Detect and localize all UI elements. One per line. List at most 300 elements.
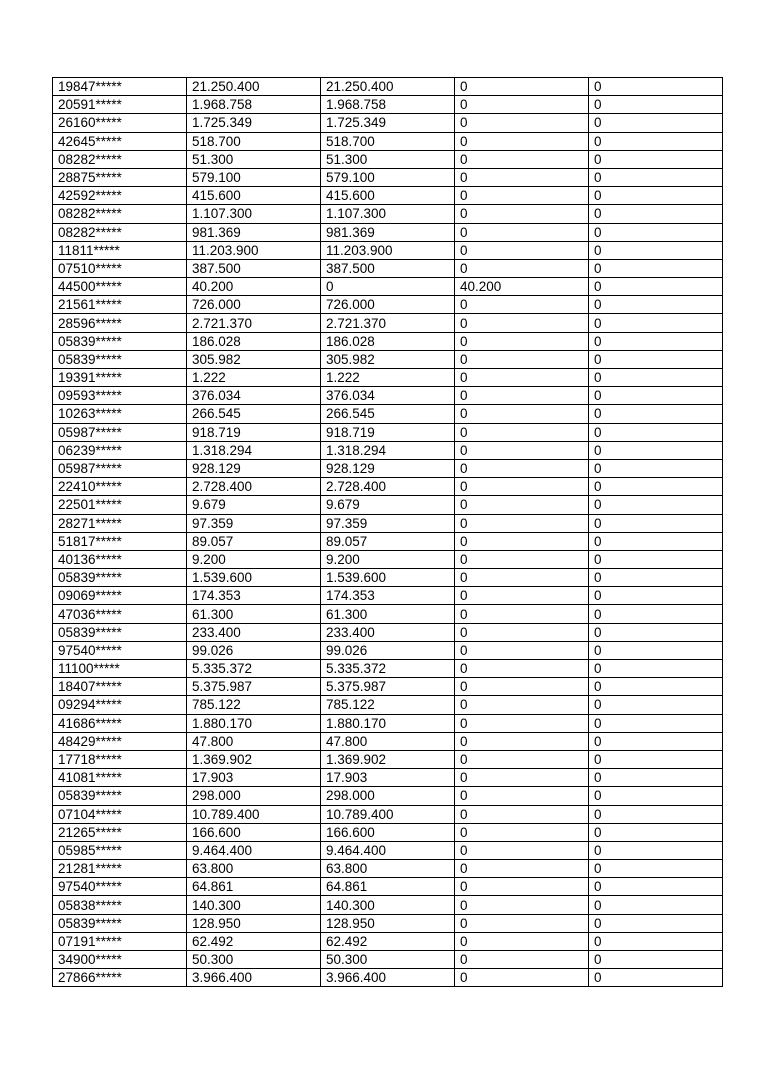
table-row bbox=[53, 660, 723, 678]
paid-cell: 726.000 bbox=[321, 296, 455, 314]
table-row bbox=[53, 241, 723, 259]
id-cell: 21561***** bbox=[53, 296, 187, 314]
remaining-cell: 0 bbox=[455, 678, 589, 696]
table-body bbox=[53, 78, 723, 987]
other-cell: 0 bbox=[589, 314, 723, 332]
remaining-cell: 0 bbox=[455, 951, 589, 969]
id-cell: 21281***** bbox=[53, 860, 187, 878]
table-row bbox=[53, 114, 723, 132]
amount-cell: 1.369.902 bbox=[187, 750, 321, 768]
other-cell: 0 bbox=[589, 805, 723, 823]
id-cell: 07104***** bbox=[53, 805, 187, 823]
paid-cell: 1.222 bbox=[321, 369, 455, 387]
id-cell: 05839***** bbox=[53, 569, 187, 587]
id-cell: 07191***** bbox=[53, 932, 187, 950]
remaining-cell: 0 bbox=[455, 532, 589, 550]
id-cell: 08282***** bbox=[53, 205, 187, 223]
amount-cell: 9.200 bbox=[187, 550, 321, 568]
other-cell: 0 bbox=[589, 96, 723, 114]
other-cell: 0 bbox=[589, 878, 723, 896]
amount-cell: 97.359 bbox=[187, 514, 321, 532]
amount-cell: 981.369 bbox=[187, 223, 321, 241]
remaining-cell: 0 bbox=[455, 150, 589, 168]
table-row bbox=[53, 569, 723, 587]
paid-cell: 1.880.170 bbox=[321, 714, 455, 732]
id-cell: 28596***** bbox=[53, 314, 187, 332]
id-cell: 21265***** bbox=[53, 823, 187, 841]
other-cell: 0 bbox=[589, 623, 723, 641]
paid-cell: 9.464.400 bbox=[321, 841, 455, 859]
id-cell: 09294***** bbox=[53, 696, 187, 714]
id-cell: 42592***** bbox=[53, 187, 187, 205]
paid-cell: 579.100 bbox=[321, 168, 455, 186]
remaining-cell: 0 bbox=[455, 314, 589, 332]
table-row bbox=[53, 841, 723, 859]
paid-cell: 1.539.600 bbox=[321, 569, 455, 587]
id-cell: 28875***** bbox=[53, 168, 187, 186]
remaining-cell: 0 bbox=[455, 914, 589, 932]
remaining-cell: 0 bbox=[455, 405, 589, 423]
id-cell: 05987***** bbox=[53, 459, 187, 477]
remaining-cell: 0 bbox=[455, 132, 589, 150]
paid-cell: 21.250.400 bbox=[321, 78, 455, 96]
table-row bbox=[53, 605, 723, 623]
id-cell: 41686***** bbox=[53, 714, 187, 732]
amount-cell: 1.880.170 bbox=[187, 714, 321, 732]
id-cell: 09069***** bbox=[53, 587, 187, 605]
remaining-cell: 0 bbox=[455, 332, 589, 350]
id-cell: 05838***** bbox=[53, 896, 187, 914]
remaining-cell: 0 bbox=[455, 350, 589, 368]
table-row bbox=[53, 732, 723, 750]
remaining-cell: 0 bbox=[455, 223, 589, 241]
other-cell: 0 bbox=[589, 860, 723, 878]
amount-cell: 1.222 bbox=[187, 369, 321, 387]
paid-cell: 64.861 bbox=[321, 878, 455, 896]
remaining-cell: 0 bbox=[455, 732, 589, 750]
table-row bbox=[53, 914, 723, 932]
table-row bbox=[53, 587, 723, 605]
remaining-cell: 0 bbox=[455, 259, 589, 277]
remaining-cell: 0 bbox=[455, 841, 589, 859]
table-row bbox=[53, 860, 723, 878]
remaining-cell: 0 bbox=[455, 478, 589, 496]
other-cell: 0 bbox=[589, 678, 723, 696]
amount-cell: 2.721.370 bbox=[187, 314, 321, 332]
other-cell: 0 bbox=[589, 441, 723, 459]
amount-cell: 2.728.400 bbox=[187, 478, 321, 496]
other-cell: 0 bbox=[589, 205, 723, 223]
table-row bbox=[53, 878, 723, 896]
paid-cell: 9.679 bbox=[321, 496, 455, 514]
id-cell: 17718***** bbox=[53, 750, 187, 768]
amount-cell: 579.100 bbox=[187, 168, 321, 186]
amount-cell: 11.203.900 bbox=[187, 241, 321, 259]
table-row bbox=[53, 423, 723, 441]
paid-cell: 97.359 bbox=[321, 514, 455, 532]
other-cell: 0 bbox=[589, 168, 723, 186]
id-cell: 19391***** bbox=[53, 369, 187, 387]
table-row bbox=[53, 150, 723, 168]
amount-cell: 63.800 bbox=[187, 860, 321, 878]
table-row bbox=[53, 96, 723, 114]
remaining-cell: 0 bbox=[455, 641, 589, 659]
id-cell: 40136***** bbox=[53, 550, 187, 568]
paid-cell: 51.300 bbox=[321, 150, 455, 168]
remaining-cell: 0 bbox=[455, 205, 589, 223]
paid-cell: 9.200 bbox=[321, 550, 455, 568]
remaining-cell: 0 bbox=[455, 969, 589, 987]
id-cell: 09593***** bbox=[53, 387, 187, 405]
other-cell: 0 bbox=[589, 459, 723, 477]
other-cell: 0 bbox=[589, 787, 723, 805]
other-cell: 0 bbox=[589, 369, 723, 387]
table-row bbox=[53, 623, 723, 641]
amount-cell: 305.982 bbox=[187, 350, 321, 368]
id-cell: 26160***** bbox=[53, 114, 187, 132]
table-row bbox=[53, 78, 723, 96]
other-cell: 0 bbox=[589, 259, 723, 277]
id-cell: 44500***** bbox=[53, 278, 187, 296]
table-row bbox=[53, 714, 723, 732]
remaining-cell: 0 bbox=[455, 623, 589, 641]
other-cell: 0 bbox=[589, 951, 723, 969]
amount-cell: 785.122 bbox=[187, 696, 321, 714]
remaining-cell: 0 bbox=[455, 878, 589, 896]
id-cell: 20591***** bbox=[53, 96, 187, 114]
paid-cell: 918.719 bbox=[321, 423, 455, 441]
remaining-cell: 0 bbox=[455, 805, 589, 823]
remaining-cell: 0 bbox=[455, 78, 589, 96]
table-row bbox=[53, 332, 723, 350]
other-cell: 0 bbox=[589, 550, 723, 568]
amount-cell: 415.600 bbox=[187, 187, 321, 205]
other-cell: 0 bbox=[589, 569, 723, 587]
remaining-cell: 0 bbox=[455, 605, 589, 623]
amount-cell: 1.725.349 bbox=[187, 114, 321, 132]
other-cell: 0 bbox=[589, 587, 723, 605]
id-cell: 07510***** bbox=[53, 259, 187, 277]
paid-cell: 166.600 bbox=[321, 823, 455, 841]
table-row bbox=[53, 787, 723, 805]
other-cell: 0 bbox=[589, 769, 723, 787]
other-cell: 0 bbox=[589, 478, 723, 496]
other-cell: 0 bbox=[589, 350, 723, 368]
remaining-cell: 0 bbox=[455, 459, 589, 477]
paid-cell: 415.600 bbox=[321, 187, 455, 205]
table-row bbox=[53, 496, 723, 514]
amount-cell: 298.000 bbox=[187, 787, 321, 805]
paid-cell: 17.903 bbox=[321, 769, 455, 787]
paid-cell: 298.000 bbox=[321, 787, 455, 805]
amount-cell: 726.000 bbox=[187, 296, 321, 314]
other-cell: 0 bbox=[589, 223, 723, 241]
amount-cell: 21.250.400 bbox=[187, 78, 321, 96]
amount-cell: 387.500 bbox=[187, 259, 321, 277]
other-cell: 0 bbox=[589, 696, 723, 714]
table-row bbox=[53, 750, 723, 768]
table-row bbox=[53, 278, 723, 296]
remaining-cell: 0 bbox=[455, 441, 589, 459]
amount-cell: 10.789.400 bbox=[187, 805, 321, 823]
id-cell: 08282***** bbox=[53, 150, 187, 168]
remaining-cell: 0 bbox=[455, 696, 589, 714]
other-cell: 0 bbox=[589, 714, 723, 732]
paid-cell: 63.800 bbox=[321, 860, 455, 878]
table-row bbox=[53, 205, 723, 223]
remaining-cell: 0 bbox=[455, 423, 589, 441]
id-cell: 05985***** bbox=[53, 841, 187, 859]
remaining-cell: 0 bbox=[455, 96, 589, 114]
data-table bbox=[52, 77, 723, 987]
table-row bbox=[53, 187, 723, 205]
id-cell: 48429***** bbox=[53, 732, 187, 750]
paid-cell: 1.107.300 bbox=[321, 205, 455, 223]
paid-cell: 1.968.758 bbox=[321, 96, 455, 114]
id-cell: 41081***** bbox=[53, 769, 187, 787]
other-cell: 0 bbox=[589, 187, 723, 205]
id-cell: 05839***** bbox=[53, 914, 187, 932]
id-cell: 97540***** bbox=[53, 878, 187, 896]
amount-cell: 51.300 bbox=[187, 150, 321, 168]
remaining-cell: 0 bbox=[455, 187, 589, 205]
other-cell: 0 bbox=[589, 750, 723, 768]
table-row bbox=[53, 168, 723, 186]
id-cell: 34900***** bbox=[53, 951, 187, 969]
amount-cell: 128.950 bbox=[187, 914, 321, 932]
remaining-cell: 0 bbox=[455, 296, 589, 314]
amount-cell: 174.353 bbox=[187, 587, 321, 605]
id-cell: 06239***** bbox=[53, 441, 187, 459]
other-cell: 0 bbox=[589, 514, 723, 532]
remaining-cell: 0 bbox=[455, 514, 589, 532]
amount-cell: 233.400 bbox=[187, 623, 321, 641]
amount-cell: 64.861 bbox=[187, 878, 321, 896]
paid-cell: 2.721.370 bbox=[321, 314, 455, 332]
remaining-cell: 0 bbox=[455, 496, 589, 514]
id-cell: 05839***** bbox=[53, 350, 187, 368]
paid-cell: 376.034 bbox=[321, 387, 455, 405]
other-cell: 0 bbox=[589, 841, 723, 859]
paid-cell: 128.950 bbox=[321, 914, 455, 932]
id-cell: 47036***** bbox=[53, 605, 187, 623]
other-cell: 0 bbox=[589, 896, 723, 914]
id-cell: 97540***** bbox=[53, 641, 187, 659]
remaining-cell: 0 bbox=[455, 241, 589, 259]
table-row bbox=[53, 805, 723, 823]
id-cell: 18407***** bbox=[53, 678, 187, 696]
amount-cell: 1.968.758 bbox=[187, 96, 321, 114]
id-cell: 05987***** bbox=[53, 423, 187, 441]
other-cell: 0 bbox=[589, 823, 723, 841]
amount-cell: 61.300 bbox=[187, 605, 321, 623]
id-cell: 11811***** bbox=[53, 241, 187, 259]
other-cell: 0 bbox=[589, 405, 723, 423]
other-cell: 0 bbox=[589, 932, 723, 950]
table-row bbox=[53, 932, 723, 950]
id-cell: 08282***** bbox=[53, 223, 187, 241]
amount-cell: 17.903 bbox=[187, 769, 321, 787]
other-cell: 0 bbox=[589, 605, 723, 623]
paid-cell: 5.335.372 bbox=[321, 660, 455, 678]
paid-cell: 305.982 bbox=[321, 350, 455, 368]
other-cell: 0 bbox=[589, 732, 723, 750]
table-row bbox=[53, 132, 723, 150]
paid-cell: 233.400 bbox=[321, 623, 455, 641]
id-cell: 22410***** bbox=[53, 478, 187, 496]
id-cell: 05839***** bbox=[53, 332, 187, 350]
table-row bbox=[53, 696, 723, 714]
paid-cell: 50.300 bbox=[321, 951, 455, 969]
other-cell: 0 bbox=[589, 278, 723, 296]
table-row bbox=[53, 514, 723, 532]
amount-cell: 47.800 bbox=[187, 732, 321, 750]
remaining-cell: 0 bbox=[455, 660, 589, 678]
amount-cell: 266.545 bbox=[187, 405, 321, 423]
other-cell: 0 bbox=[589, 150, 723, 168]
paid-cell: 89.057 bbox=[321, 532, 455, 550]
amount-cell: 89.057 bbox=[187, 532, 321, 550]
id-cell: 19847***** bbox=[53, 78, 187, 96]
amount-cell: 166.600 bbox=[187, 823, 321, 841]
other-cell: 0 bbox=[589, 641, 723, 659]
amount-cell: 99.026 bbox=[187, 641, 321, 659]
table-row bbox=[53, 459, 723, 477]
paid-cell: 1.725.349 bbox=[321, 114, 455, 132]
table-row bbox=[53, 896, 723, 914]
paid-cell: 186.028 bbox=[321, 332, 455, 350]
remaining-cell: 0 bbox=[455, 387, 589, 405]
table-row bbox=[53, 314, 723, 332]
remaining-cell: 0 bbox=[455, 114, 589, 132]
paid-cell: 11.203.900 bbox=[321, 241, 455, 259]
paid-cell: 387.500 bbox=[321, 259, 455, 277]
paid-cell: 266.545 bbox=[321, 405, 455, 423]
table-row bbox=[53, 223, 723, 241]
table-row bbox=[53, 478, 723, 496]
id-cell: 27866***** bbox=[53, 969, 187, 987]
amount-cell: 3.966.400 bbox=[187, 969, 321, 987]
remaining-cell: 0 bbox=[455, 550, 589, 568]
remaining-cell: 0 bbox=[455, 932, 589, 950]
other-cell: 0 bbox=[589, 969, 723, 987]
remaining-cell: 0 bbox=[455, 587, 589, 605]
table-row bbox=[53, 678, 723, 696]
amount-cell: 5.375.987 bbox=[187, 678, 321, 696]
paid-cell: 928.129 bbox=[321, 459, 455, 477]
paid-cell: 1.369.902 bbox=[321, 750, 455, 768]
paid-cell: 140.300 bbox=[321, 896, 455, 914]
paid-cell: 785.122 bbox=[321, 696, 455, 714]
other-cell: 0 bbox=[589, 914, 723, 932]
other-cell: 0 bbox=[589, 296, 723, 314]
id-cell: 05839***** bbox=[53, 787, 187, 805]
paid-cell: 61.300 bbox=[321, 605, 455, 623]
id-cell: 28271***** bbox=[53, 514, 187, 532]
paid-cell: 10.789.400 bbox=[321, 805, 455, 823]
paid-cell: 1.318.294 bbox=[321, 441, 455, 459]
amount-cell: 9.679 bbox=[187, 496, 321, 514]
table-row bbox=[53, 550, 723, 568]
id-cell: 51817***** bbox=[53, 532, 187, 550]
amount-cell: 62.492 bbox=[187, 932, 321, 950]
id-cell: 22501***** bbox=[53, 496, 187, 514]
other-cell: 0 bbox=[589, 532, 723, 550]
amount-cell: 9.464.400 bbox=[187, 841, 321, 859]
amount-cell: 928.129 bbox=[187, 459, 321, 477]
amount-cell: 1.318.294 bbox=[187, 441, 321, 459]
remaining-cell: 0 bbox=[455, 769, 589, 787]
paid-cell: 174.353 bbox=[321, 587, 455, 605]
remaining-cell: 40.200 bbox=[455, 278, 589, 296]
remaining-cell: 0 bbox=[455, 714, 589, 732]
paid-cell: 2.728.400 bbox=[321, 478, 455, 496]
remaining-cell: 0 bbox=[455, 896, 589, 914]
table-row bbox=[53, 969, 723, 987]
table-row bbox=[53, 350, 723, 368]
table-row bbox=[53, 951, 723, 969]
remaining-cell: 0 bbox=[455, 860, 589, 878]
paid-cell: 5.375.987 bbox=[321, 678, 455, 696]
other-cell: 0 bbox=[589, 241, 723, 259]
amount-cell: 186.028 bbox=[187, 332, 321, 350]
remaining-cell: 0 bbox=[455, 823, 589, 841]
table-row bbox=[53, 532, 723, 550]
remaining-cell: 0 bbox=[455, 168, 589, 186]
id-cell: 42645***** bbox=[53, 132, 187, 150]
id-cell: 10263***** bbox=[53, 405, 187, 423]
id-cell: 05839***** bbox=[53, 623, 187, 641]
paid-cell: 3.966.400 bbox=[321, 969, 455, 987]
amount-cell: 5.335.372 bbox=[187, 660, 321, 678]
table-row bbox=[53, 259, 723, 277]
other-cell: 0 bbox=[589, 78, 723, 96]
amount-cell: 40.200 bbox=[187, 278, 321, 296]
amount-cell: 50.300 bbox=[187, 951, 321, 969]
amount-cell: 376.034 bbox=[187, 387, 321, 405]
amount-cell: 1.107.300 bbox=[187, 205, 321, 223]
amount-cell: 918.719 bbox=[187, 423, 321, 441]
amount-cell: 1.539.600 bbox=[187, 569, 321, 587]
table-row bbox=[53, 369, 723, 387]
table-row bbox=[53, 296, 723, 314]
paid-cell: 62.492 bbox=[321, 932, 455, 950]
table-row bbox=[53, 641, 723, 659]
amount-cell: 518.700 bbox=[187, 132, 321, 150]
other-cell: 0 bbox=[589, 387, 723, 405]
remaining-cell: 0 bbox=[455, 787, 589, 805]
remaining-cell: 0 bbox=[455, 369, 589, 387]
other-cell: 0 bbox=[589, 496, 723, 514]
other-cell: 0 bbox=[589, 423, 723, 441]
table-row bbox=[53, 769, 723, 787]
paid-cell: 518.700 bbox=[321, 132, 455, 150]
id-cell: 11100***** bbox=[53, 660, 187, 678]
other-cell: 0 bbox=[589, 660, 723, 678]
amount-cell: 140.300 bbox=[187, 896, 321, 914]
other-cell: 0 bbox=[589, 114, 723, 132]
paid-cell: 981.369 bbox=[321, 223, 455, 241]
remaining-cell: 0 bbox=[455, 750, 589, 768]
paid-cell: 0 bbox=[321, 278, 455, 296]
table-row bbox=[53, 387, 723, 405]
remaining-cell: 0 bbox=[455, 569, 589, 587]
other-cell: 0 bbox=[589, 332, 723, 350]
table-row bbox=[53, 441, 723, 459]
table-row bbox=[53, 405, 723, 423]
paid-cell: 99.026 bbox=[321, 641, 455, 659]
other-cell: 0 bbox=[589, 132, 723, 150]
